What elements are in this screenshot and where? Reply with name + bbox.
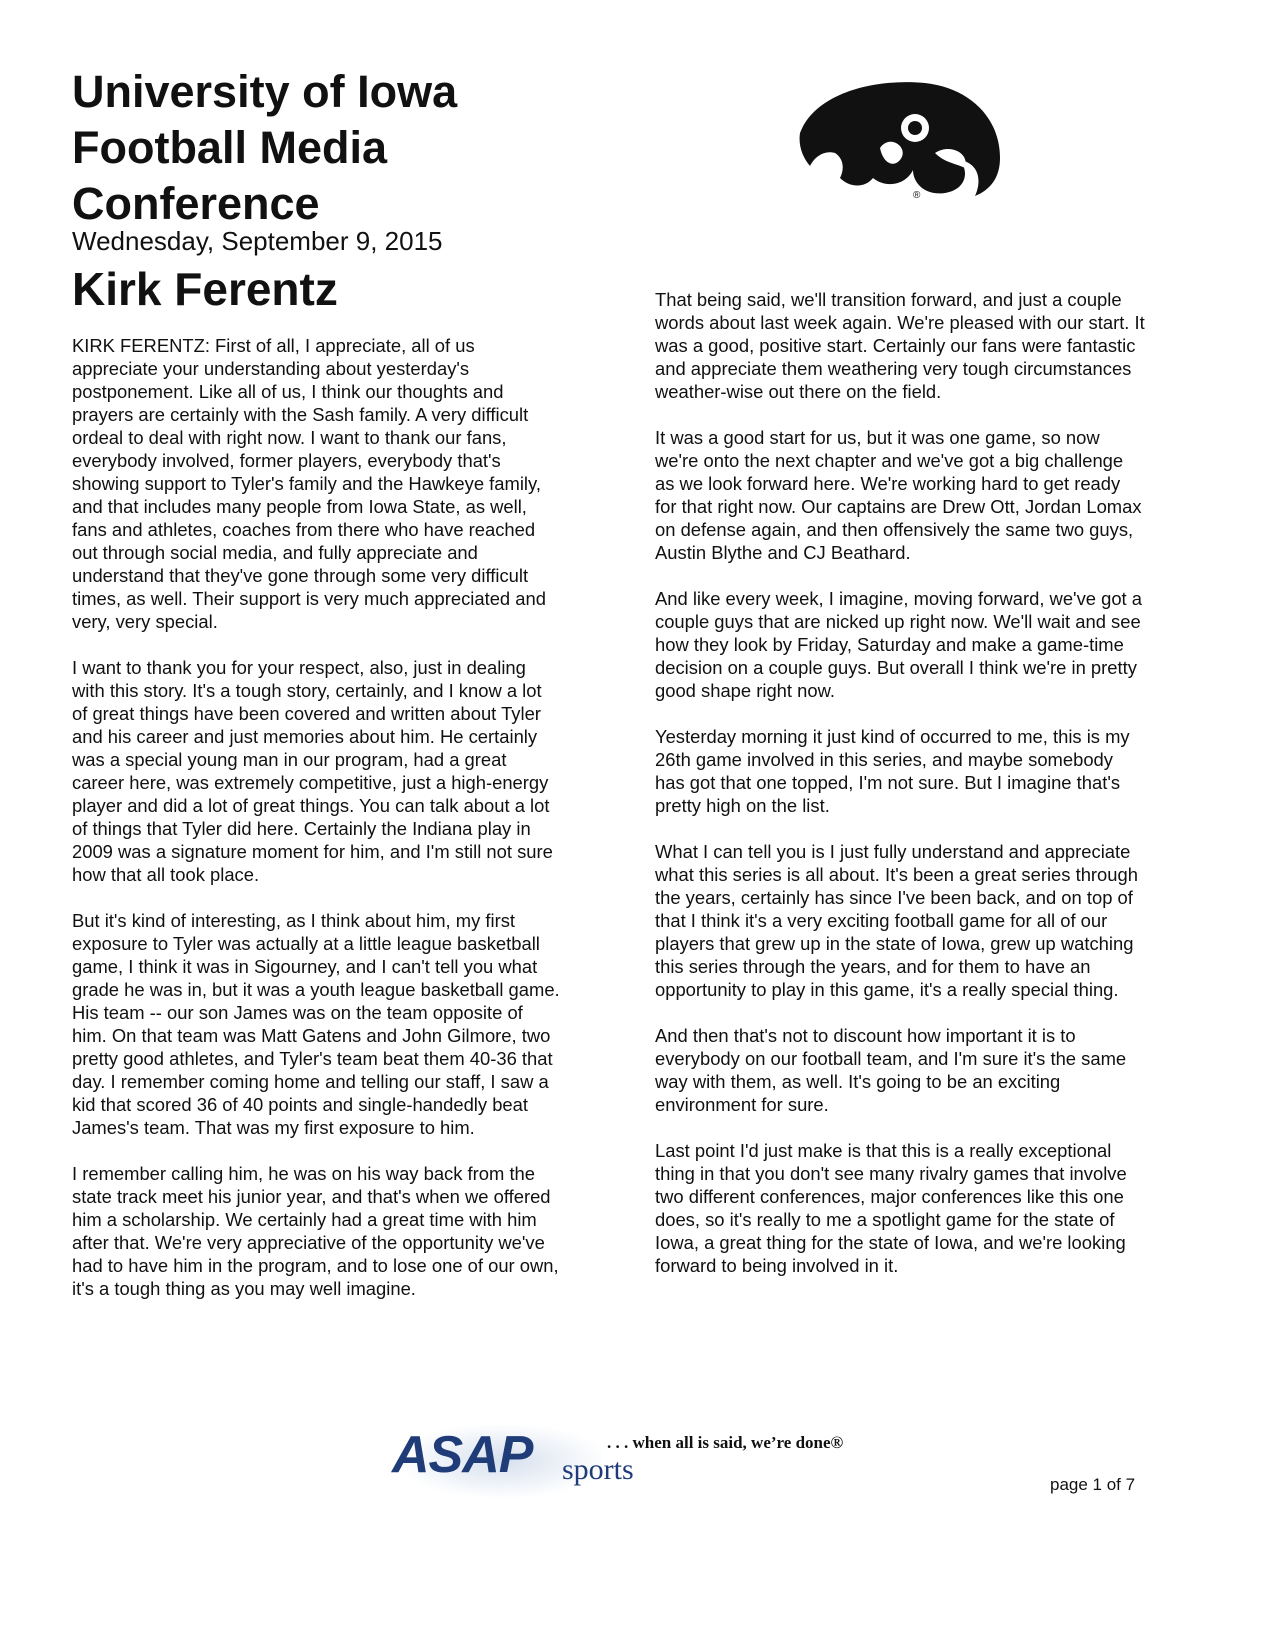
hawkeye-logo-icon [795,78,1005,203]
paragraph: Yesterday morning it just kind of occurred to me, this is my 26th game involved in this series, and maybe somebody has got that one topped, I'm not sure. But I imagine that's pretty high on the list. [655,726,1130,816]
paragraph: I remember calling him, he was on his way back from the state track meet his junior year, and that's when we offered him a scholarship. We certainly had a great time with him after that. We're very appreciative of the opportunity we've had to have him in the program, and to lose one of our own, it's a tough thing as you may well imagine. [72,1163,559,1299]
page-title: University of Iowa Football Media Conference [72,66,458,229]
asap-sports-logo [392,1425,912,1500]
tagline: . . . when all is said, we’re done® [607,1433,844,1452]
paragraph: It was a good start for us, but it was one game, so now we're onto the next chapter and we've got a big challenge as we look forward here. We're working hard to get ready for that right now. Our captains are Drew Ott, Jordan Lomax on defense again, and then offensively the same two guys, Austin Blythe and CJ Beathard. [655,427,1142,563]
page-number: page 1 of 7 [1050,1475,1136,1494]
paragraph: But it's kind of interesting, as I think about him, my first exposure to Tyler was actually at a little league basketball game, I think it was in Sigourney, and I can't tell you what grade he was in, but it was a youth league basketball game. His team -- our son James was on the team opposite of him. On that team was Matt Gatens and John Gilmore, two pretty good athletes, and Tyler's team beat them 40-36 that day. I remember coming home and telling our staff, I saw a kid that scored 36 of 40 points and single-handedly beat James's team. That was my first exposure to him. [72,910,560,1138]
paragraph: Last point I'd just make is that this is a really exceptional thing in that you don't see many rivalry games that involve two different conferences, major conferences like this one does, so it's really to me a spotlight game for the state of Iowa, a great thing for the state of Iowa, and we're looking forward to being involved in it. [655,1140,1127,1276]
speaker-name: Kirk Ferentz [72,263,338,315]
paragraph: I want to thank you for your respect, also, just in dealing with this story. It's a tough story, certainly, and I know a lot of great things have been covered and written about Tyler and his career and just memories about him. He certainly was a special young man in our program, had a great career here, was extremely competitive, just a high-energy player and did a lot of great things. You can talk about a lot of things that Tyler did here. Certainly the Indiana play in 2009 was a signature moment for him, and I'm still not sure how that all took place. [72,657,553,885]
paragraph: And then that's not to discount how important it is to everybody on our football team, and I'm sure it's the same way with them, as well. It's going to be an exciting environment for sure. [655,1025,1127,1115]
logo-sports: sports [562,1453,634,1486]
paragraph: That being said, we'll transition forward, and just a couple words about last week again. We're pleased with our start. It was a good, positive start. Certainly our fans were fantastic and appreciate them weathering very tough circumstances weather-wise out there on the field. [655,289,1145,402]
logo-asap: ASAP [392,1426,533,1484]
paragraph: What I can tell you is I just fully understand and appreciate what this series is all about. It's been a great series through the years, certainly has since I've been back, and on top of that I think it's a very exciting football game for all of our players that grew up in the state of Iowa, grew up watching this series through the years, and for them to have an opportunity to play in this game, it's a really special thing. [655,841,1138,1000]
right-column [655,288,1145,1300]
left-column [72,334,562,1323]
conference-date: Wednesday, September 9, 2015 [72,226,443,256]
svg-text:®: ® [913,190,921,201]
paragraph: KIRK FERENTZ: First of all, I appreciate, all of us appreciate your understanding about yesterday's postponement. Like all of us, I think our thoughts and prayers are certainly with the Sash family. A very difficult ordeal to deal with right now. I want to thank our fans, everybody involved, former players, everybody that's showing support to Tyler's family and the Hawkeye family, and that includes many people from Iowa State, as well, fans and athletes, coaches from there who have reached out through social media, and fully appreciate and understand that they've gone through some very difficult times, as well. Their support is very much appreciated and very, very special. [72,335,546,632]
paragraph: And like every week, I imagine, moving forward, we've got a couple guys that are nicked up right now. We'll wait and see how they look by Friday, Saturday and make a game-time decision on a couple guys. But overall I think we're in pretty good shape right now. [655,588,1143,701]
